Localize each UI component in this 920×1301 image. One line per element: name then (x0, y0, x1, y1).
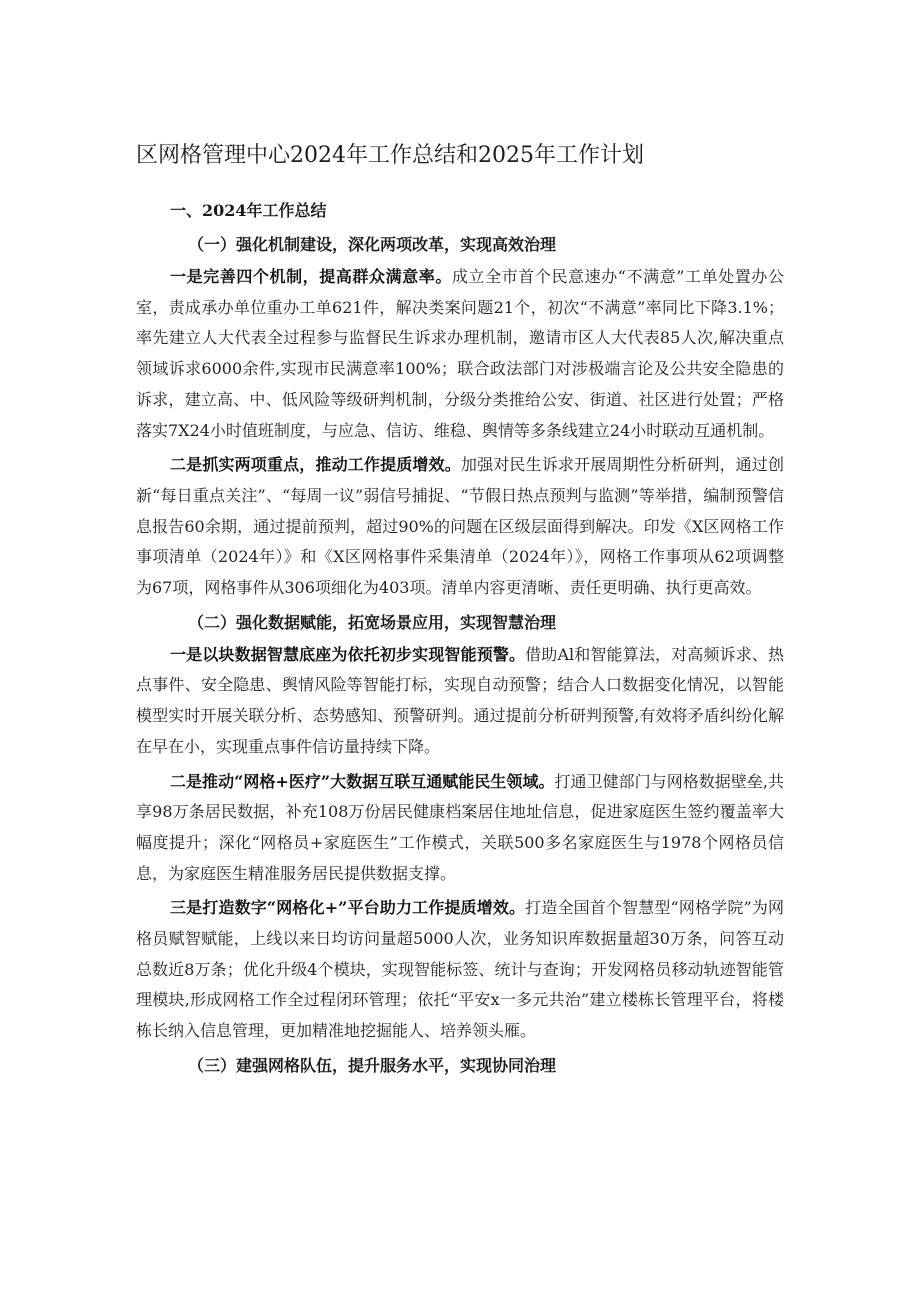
paragraph-4-body: 打通卫健部门与网格数据壁垒,共享98万条居民数据，补充108万份居民健康档案居住地址信息，促进家庭医生签约覆盖率大幅度提升；深化“网格员+家庭医生”工作模式，关联500多名家庭医生与1978个网格员信息，为家庭医生精准服务居民提供数据支撑。 (136, 771, 784, 883)
document-body (136, 196, 784, 1083)
paragraph-5-body: 打造全国首个智慧型“网格学院”为网格员赋智赋能，上线以来日均访问量超5000人次，业务知识库数据量超30万条，问答互动总数近8万条；优化升级4个模块，实现智能标签、统计与查询；开发网格员移动轨迹智能管理模块,形成网格工作全过程闭环管理；依托“平安x一多元共治”建立楼栋长管理平台，将楼栋长纳入信息管理，更加精准地挖掘能人、培养领头雁。 (136, 898, 784, 1041)
paragraph-4 (136, 767, 784, 890)
section-heading-summary: 一、2024年工作总结 (170, 201, 327, 220)
subsection-heading-1: （一）强化机制建设，深化两项改革，实现高效治理 (188, 235, 557, 254)
paragraph-3 (136, 640, 784, 763)
subsection-heading-2: （二）强化数据赋能，拓宽场景应用，实现智慧治理 (188, 612, 557, 632)
document-title: 区网格管理中心2024年工作总结和2025年工作计划 (136, 143, 644, 168)
paragraph-5 (136, 893, 784, 1047)
subsection-heading-3: （三）建强网格队伍，提升服务水平，实现协同治理 (188, 1055, 557, 1075)
paragraph-3-lead: 一是以块数据智慧底座为依托初步实现智能预警。 (170, 644, 526, 664)
paragraph-5-lead: 三是打造数字“网格化+”平台助力工作提质增效。 (170, 898, 526, 918)
paragraph-4-lead: 二是推动“网格+医疗”大数据互联互通赋能民生领域。 (170, 771, 555, 791)
paragraph-1 (136, 262, 784, 446)
paragraph-2-lead: 二是抓实两项重点，推动工作提质增效。 (170, 455, 461, 475)
paragraph-1-lead: 一是完善四个机制，提高群众满意率。 (170, 267, 452, 286)
paragraph-1-body: 成立全市首个民意速办“不满意”工单处置办公室，责成承办单位重办工单621件，解决类案问题21个，初次“不满意”率同比下降3.1%；率先建立人大代表全过程参与监督民生诉求办理机制，邀请市区人大代表85人次,解决重点领域诉求6000余件,实现市民满意率100%；联合政法部门对涉极端言论及公共安全隐患的诉求，建立高、中、低风险等级研判机制，分级分类推给公安、街道、社区进行处置；严格落实7X24小时值班制度，与应急、信访、维稳、舆情等多条线建立24小时联动互通机制。 (136, 267, 784, 440)
paragraph-2 (136, 450, 784, 604)
paragraph-3-body: 借助Al和智能算法，对高频诉求、热点事件、安全隐患、舆情风险等智能打标，实现自动预警；结合人口数据变化情况，以智能模型实时开展关联分析、态势感知、预警研判。通过提前分析研判预警,有效将矛盾纠纷化解在早在小，实现重点事件信访量持续下降。 (136, 644, 784, 756)
paragraph-2-body: 加强对民生诉求开展周期性分析研判，通过创新“每日重点关注”、“每周一议”弱信号捕捉、“节假日热点预判与监测”等举措，编制预警信息报告60余期，通过提前预判，超过90%的问题在区级层面得到解决。印发《X区网格工作事项清单（2024年）》和《X区网格事件采集清单（2024年）》，网格工作事项从62项调整为67项，网格事件从306项细化为403项。清单内容更清晰、责任更明确、执行更高效。 (136, 455, 784, 598)
